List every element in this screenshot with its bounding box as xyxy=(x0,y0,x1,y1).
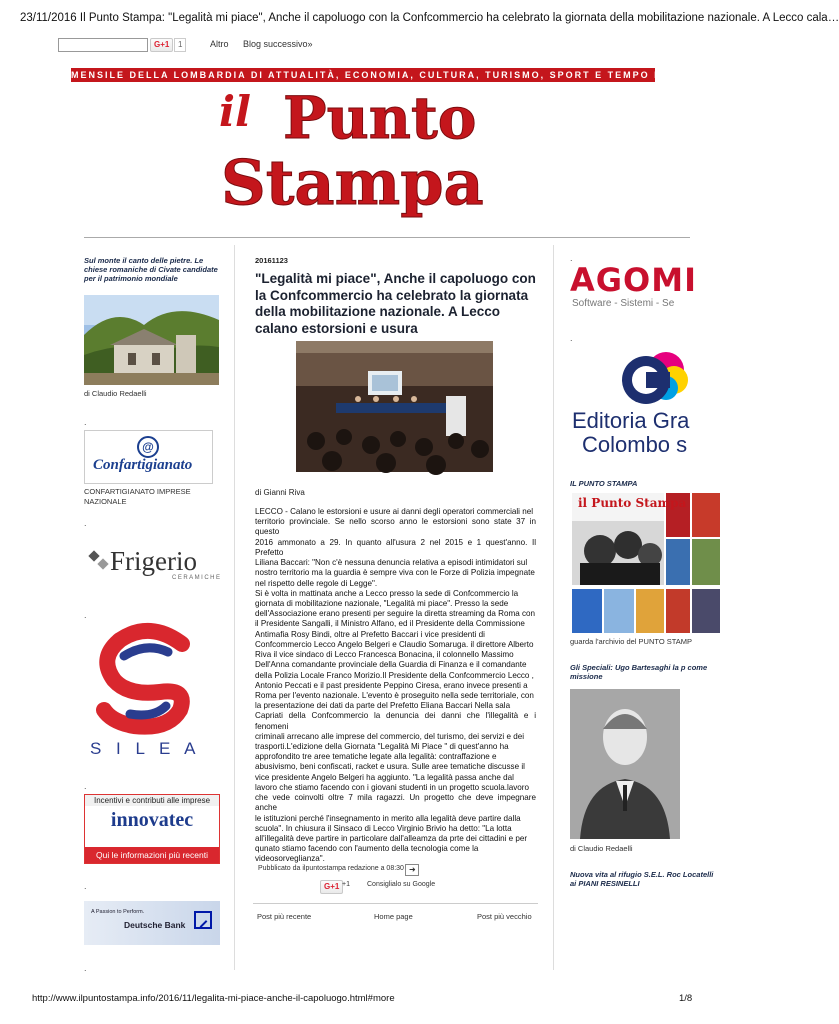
home-page-link[interactable]: Home page xyxy=(374,912,413,921)
deutsche-bank-name: Deutsche Bank xyxy=(124,920,186,930)
body-line: criminali arrecano alle imprese del commercio, del turismo, dei servizi e dei xyxy=(255,731,524,741)
portrait-photo[interactable] xyxy=(570,689,680,839)
footer-url: http://www.ilpuntostampa.info/2016/11/legalita-mi-piace-anche-il-capoluogo.html#more xyxy=(32,993,395,1004)
frigerio-name: Frigerio xyxy=(110,546,197,576)
logo-il: il xyxy=(219,87,251,136)
body-line: lavoro che stiamo facendo con i giovani studenti in un progetto scuola.lavoro xyxy=(255,782,530,792)
punto-stampa-section-title: IL PUNTO STAMPA xyxy=(570,479,638,488)
left-separator-dot: . xyxy=(84,781,87,791)
body-line: Antonio Peccati e il past presidente Peppino Ciresa, erano invece presenti a xyxy=(255,680,528,690)
silea-logo-mark xyxy=(84,622,216,737)
deutsche-bank-banner[interactable] xyxy=(84,901,220,945)
newer-post-link[interactable]: Post più recente xyxy=(257,912,312,921)
agomir-name: AGOMI xyxy=(570,261,697,299)
rifugio-caption[interactable]: Nuova vita al rifugio S.E.L. Roc Locatelli ai PIANI RESINELLI xyxy=(570,870,714,888)
archive-caption[interactable]: guarda l'archivio del PUNTO STAMP xyxy=(570,637,693,646)
post-plus1-count: +1 xyxy=(342,881,350,888)
body-line: la presentazione dei dati da parte del Prefetto Eliana Baccari Nella sala xyxy=(255,701,511,711)
editoria-line1: Editoria Gra xyxy=(572,408,690,433)
body-line: approfondito tre aree tematiche legate alla legalità: contraffazione e xyxy=(255,752,497,762)
post-body xyxy=(255,507,536,865)
il-punto-stampa-logo[interactable] xyxy=(205,82,525,219)
body-line: videosorveglianza". xyxy=(255,854,325,864)
special-caption[interactable]: Gli Speciali: Ugo Bartesaghi la p come missione xyxy=(570,663,708,681)
post-suggest-link[interactable]: Consiglialo su Google xyxy=(367,881,436,888)
editoria-colombo-banner[interactable] xyxy=(570,350,720,465)
deutsche-bank-logo-icon xyxy=(194,911,212,929)
body-line: Capriati della Confcommercio la denuncia dei danni che l'illegalità e i fenomeni xyxy=(255,711,536,731)
agomir-banner[interactable] xyxy=(570,262,720,314)
body-line: 2016 ammonato a 29. In quanto all'usura 2 nel 2015 e 1 quest'anno. Il Prefetto xyxy=(255,537,536,557)
left-separator-dot: . xyxy=(84,881,87,891)
silea-name: S I L E A xyxy=(90,739,201,758)
innovatec-top-text: Incentivi e contributi alle imprese xyxy=(85,795,219,806)
editoria-logo-icon xyxy=(620,350,690,408)
body-line: nel rispetto delle regole di Legge". xyxy=(255,578,378,588)
navbar-more-link[interactable]: Altro xyxy=(210,39,229,49)
left-column-divider xyxy=(234,245,235,970)
masthead-tagline: MENSILE DELLA LOMBARDIA DI ATTUALITÀ, ECONOMIA, CULTURA, TURISMO, SPORT E TEMPO LIBERO xyxy=(71,70,701,80)
body-line: le istituzioni perché l'insegnamento in merito alla legalità deve partire dalla xyxy=(255,813,521,823)
cover-title: il Punto Stampa xyxy=(578,496,687,510)
left-separator-dot: . xyxy=(84,963,87,973)
navbar-search-input[interactable] xyxy=(58,38,148,52)
magazine-covers-grid[interactable] xyxy=(570,493,720,633)
body-line: Riva il vice sindaco di Lecco Francesca Bonacina, il colonnello Massimo xyxy=(255,650,514,660)
left-separator-dot: . xyxy=(84,417,87,427)
body-line: Si è volta in mattinata anche a Lecco presso la sede di Confcommercio la xyxy=(255,588,519,598)
left-separator-dot: . xyxy=(84,610,87,620)
body-line: vice presidente Angelo Belgeri ha aggiunto. "La legalità passa anche dal xyxy=(255,772,514,782)
body-line: dell'Associazione erano presenti per seguire la diretta streaming da Roma con xyxy=(255,609,536,619)
agomir-sub: Software - Sistemi - Se xyxy=(572,298,675,309)
confartigianato-caption[interactable]: CONFARTIGIANATO IMPRESE NAZIONALE xyxy=(84,487,191,506)
body-line: Roma per l'evento nazionale. L'evento è proseguito nella sede territoriale, con xyxy=(255,690,534,700)
body-line: abusivismo, beni confiscati, racket e usura. Sulle aree tematiche discusse il xyxy=(255,762,525,772)
body-line: scuola". In chiusura il Sinsaco di Lecco Virginio Brivio ha detto: "La lotta xyxy=(255,823,512,833)
confartigianato-at-icon: @ xyxy=(137,436,159,458)
navbar-next-blog-link[interactable]: Blog successivo» xyxy=(243,39,313,49)
body-line: Dell'Anna comandante provinciale della Guardia di Finanza e il comandante xyxy=(255,660,527,670)
header-divider xyxy=(84,237,690,238)
footer-page-number: 1/8 xyxy=(679,993,693,1004)
silea-banner[interactable] xyxy=(84,622,216,767)
older-post-link[interactable]: Post più vecchio xyxy=(477,912,532,921)
email-post-icon[interactable]: ➜ xyxy=(405,864,419,876)
logo-stampa: Stampa xyxy=(221,146,484,219)
innovatec-name: innovatec xyxy=(110,809,194,831)
editoria-line2: Colombo s xyxy=(582,432,688,457)
body-line: che vede coinvolti oltre 7 mila ragazzi. Un progetto che deve impegnare anche xyxy=(255,793,536,813)
left-separator-dot: . xyxy=(84,518,87,528)
post-date: 20161123 xyxy=(255,256,288,265)
body-line: della Polizia Locale Franco Morizio.Il Presidente della Confcommercio Lecco , xyxy=(255,670,534,680)
pager-divider xyxy=(253,903,538,904)
logo-punto: Punto xyxy=(283,84,477,152)
conference-photo[interactable] xyxy=(296,341,493,472)
frigerio-banner[interactable] xyxy=(88,542,222,584)
body-line: nostro territorio ma la guardia è sempre viva con le Forze di Polizia impegnate xyxy=(255,568,535,578)
innovatec-bottom-text: Qui le informazioni più recenti xyxy=(85,847,219,863)
right-column-divider xyxy=(553,245,554,970)
body-line: territorio provinciale. Se nello scorso anno le estorsioni sono state 37 in questo xyxy=(255,517,536,537)
body-line: il Presidente Sangalli, il Ministro Alfano, ed il Presidente della Commissione xyxy=(255,619,525,629)
post-author: di Gianni Riva xyxy=(255,488,305,497)
civate-church-photo[interactable] xyxy=(84,295,219,385)
navbar-gplus-button[interactable]: G+1 xyxy=(150,38,173,52)
right-separator-dot: . xyxy=(570,333,573,343)
frigerio-tile-icon xyxy=(88,550,110,572)
right-separator-dot: . xyxy=(570,253,573,263)
body-line: giornata di mobilitazione nazionale, "Legalità mi piace". Presso la sede xyxy=(255,598,509,608)
body-line: Liliana Baccari: "Non c'è nessuna denuncia relativa a episodi intimidatori sul xyxy=(255,558,528,568)
body-line: qunato stiamo facendo con l'aumento della tecnologia come la xyxy=(255,844,479,854)
print-header-title: 23/11/2016 Il Punto Stampa: "Legalità mi piace", Anche il capoluogo con la Confcommercio ha celebrato la giornata della mobilitazione nazionale. A Lecco cala… xyxy=(20,12,839,24)
portrait-photo-credit: di Claudio Redaelli xyxy=(570,844,633,853)
body-line: LECCO - Calano le estorsioni e usure ai danni degli operatori commerciali nel xyxy=(255,507,534,516)
civate-feature-caption[interactable]: Sul monte il canto delle pietre. Le chiese romaniche di Civate candidate per il patrimonio mondiale xyxy=(84,256,218,283)
innovatec-banner[interactable] xyxy=(84,794,220,864)
body-line: trasporti.L'edizione della Giornata "Legalità Mi Piace " di quest'anno ha xyxy=(255,742,509,752)
navbar-gplus-count: 1 xyxy=(174,38,186,52)
deutsche-bank-tagline: A Passion to Perform. xyxy=(91,909,145,915)
post-gplus-button[interactable]: G+1 xyxy=(320,880,343,894)
confartigianato-banner[interactable] xyxy=(84,430,213,484)
post-title[interactable]: "Legalità mi piace", Anche il capoluogo con la Confcommercio ha celebrato la giornata della mobilitazione nazionale. A Lecco calano estorsioni e usura xyxy=(255,271,536,336)
body-line: Confcommercio Lecco Angelo Belgeri e Claudio Somaruga. il direttore Alberto xyxy=(255,639,534,649)
body-line: Antimafia Rosy Bindi, oltre al Prefetto Baccari i vice presidenti di xyxy=(255,629,485,639)
body-line: all'illegalità deve partire in particolare dall'alleamza da prte dei cittadini e per xyxy=(255,834,528,843)
confartigianato-logo-text: Confartigianato xyxy=(93,457,193,473)
frigerio-sub: CERAMICHE xyxy=(172,575,222,581)
civate-photo-credit: di Claudio Redaelli xyxy=(84,389,147,398)
post-meta: Pubblicato da ilpuntostampa redazione a 08:30 xyxy=(258,865,404,872)
